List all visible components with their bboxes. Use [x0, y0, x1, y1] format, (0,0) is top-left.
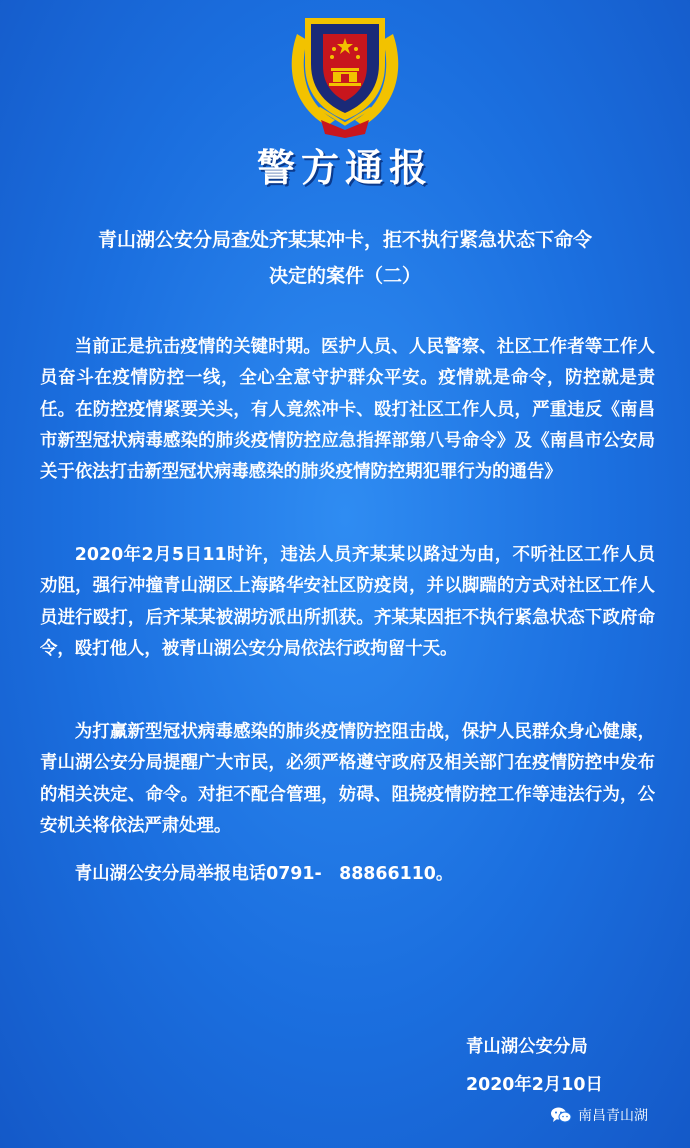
signature-date: 2020年2月10日: [466, 1075, 603, 1095]
body-paragraph-3: 为打赢新型冠状病毒感染的肺炎疫情防控阻击战，保护人民群众身心健康，青山湖公安分局提醒广大市民，必须严格遵守政府及相关部门在疫情防控中发布的相关决定、命令。对拒不配合管理，妨碍、阻挠疫情防控工作等违法行为，公安机关将依法严肃处理。: [40, 722, 655, 836]
body-paragraph-2: 2020年2月5日11时许，违法人员齐某某以路过为由，不听社区工作人员劝阻，强行冲撞青山湖区上海路华安社区防疫岗，并以脚踹的方式对社区工作人员进行殴打，后齐某某被湖坊派出所抓获。齐某某因拒不执行紧急状态下政府命令，殴打他人，被青山湖公安分局依法行政拘留十天。: [40, 545, 655, 659]
body-paragraph-1: 当前正是抗击疫情的关键时期。医护人员、人民警察、社区工作者等工作人员奋斗在疫情防控一线，全心全意守护群众平安。疫情就是命令，防控就是责任。在防控疫情紧要关头，有人竟然冲卡、殴打社区工作人员，严重违反《南昌市新型冠状病毒感染的肺炎疫情防控应急指挥部第八号命令》及《南昌市公安局关于依法打击新型冠状病毒感染的肺炎疫情防控期犯罪行为的通告》: [40, 337, 655, 483]
notice-title: 警方通报: [256, 146, 433, 190]
source-tag-label: 南昌青山湖: [578, 1108, 648, 1124]
wechat-source-tag[interactable]: [550, 1101, 648, 1129]
wechat-icon: [550, 1106, 572, 1124]
police-emblem-icon: [283, 8, 407, 138]
notice-subtitle-line-1: 青山湖公安分局查处齐某某冲卡，拒不执行紧急状态下命令: [97, 229, 592, 251]
notice-subtitle-line-2: 决定的案件（二）: [268, 265, 421, 287]
signature-org: 青山湖公安分局: [466, 1037, 588, 1057]
report-hotline: 青山湖公安分局举报电话0791- 88866110。: [74, 864, 454, 884]
